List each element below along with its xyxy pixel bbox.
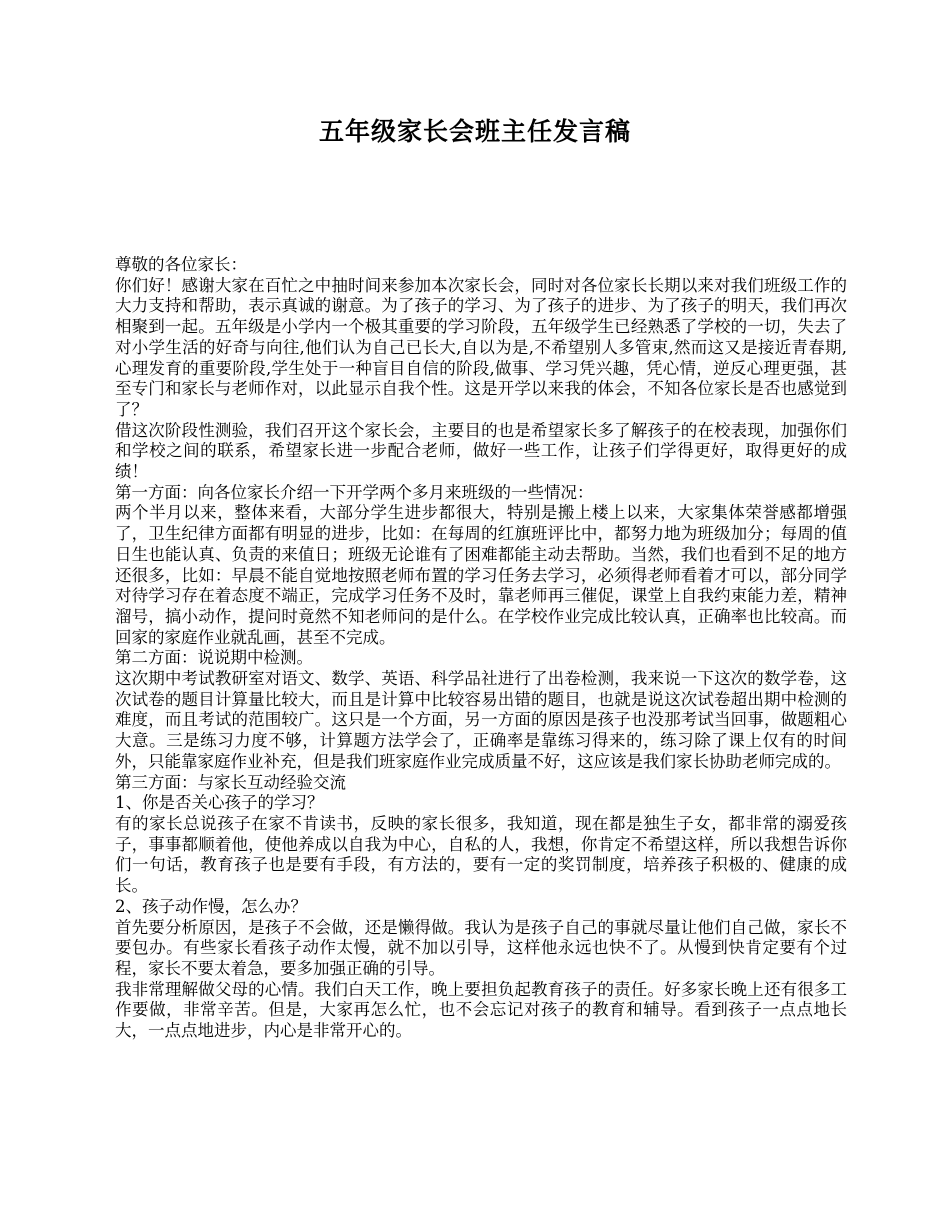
document-title: 五年级家长会班主任发言稿: [318, 117, 631, 146]
document-body: [115, 255, 847, 1042]
paragraph-class-situation: 两个半月以来，整体来看，大部分学生进步都很大，特别是搬上楼上以来，大家集体荣誉感都增强了，卫生纪律方面都有明显的进步，比如：在每周的红旗班评比中，都努力地为班级加分；每周的值日生也能认真、负责的来值日；班级无论谁有了困难都能主动去帮助。当然，我们也看到不足的地方还很多，比如：早晨不能自觉地按照老师布置的学习任务去学习，必须得老师看着才可以，部分同学对待学习存在着态度不端正，完成学习任务不及时，靠老师再三催促，课堂上自我约束能力差，精神溜号，搞小动作，提问时竟然不知老师问的是什么。在学校作业完成比较认真，正确率也比较高。而回家的家庭作业就乱画，甚至不完成。: [115, 503, 847, 647]
paragraph-answer-2: 首先要分析原因，是孩子不会做，还是懒得做。我认为是孩子自己的事就尽量让他们自己做，家长不要包办。有些家长看孩子动作太慢，就不加以引导，这样他永远也快不了。从慢到快肯定要有个过程，家长不要太着急，要多加强正确的引导。: [115, 917, 847, 978]
paragraph-purpose: 借这次阶段性测验，我们召开这个家长会，主要目的也是希望家长多了解孩子的在校表现，加强你们和学校之间的联系，希望家长进一步配合老师，做好一些工作，让孩子们学得更好，取得更好的成绩！: [115, 420, 847, 482]
section-heading-3: 第三方面：与家长互动经验交流: [115, 772, 346, 792]
section-heading-2: 第二方面：说说期中检测。: [115, 648, 313, 668]
paragraph-answer-1: 有的家长总说孩子在家不肯读书，反映的家长很多，我知道，现在都是独生子女，都非常的溺爱孩子，事事都顺着他，使他养成以自我为中心，自私的人，我想，你肯定不希望这样，所以我想告诉你们一句话，教育孩子也是要有手段，有方法的，要有一定的奖罚制度，培养孩子积极的、健康的成长。: [115, 813, 847, 896]
question-2: 2、孩子动作慢，怎么办？: [115, 896, 307, 916]
salutation: 尊敬的各位家长：: [115, 255, 247, 274]
paragraph-midterm-exam: 这次期中考试教研室对语文、数学、英语、科学品社进行了出卷检测，我来说一下这次的数学卷，这次试卷的题目计算量比较大，而且是计算中比较容易出错的题目，也就是说这次试卷超出期中检测的难度，而且考试的范围较广。这只是一个方面，另一方面的原因是孩子也没那考试当回事，做题粗心大意。三是练习力度不够，计算题方法学会了，正确率是靠练习得来的，练习除了课上仅有的时间外，只能靠家庭作业补充，但是我们班家庭作业完成质量不好，这应该是我们家长协助老师完成的。: [115, 669, 847, 771]
question-1: 1、你是否关心孩子的学习？: [115, 793, 324, 813]
paragraph-closing: 我非常理解做父母的心情。我们白天工作，晚上要担负起教育孩子的责任。好多家长晚上还有很多工作要做，非常辛苦。但是，大家再怎么忙，也不会忘记对孩子的教育和辅导。看到孩子一点点地长大，一点点地进步，内心是非常开心的。: [115, 979, 847, 1041]
paragraph-greeting: 你们好！感谢大家在百忙之中抽时间来参加本次家长会，同时对各位家长长期以来对我们班级工作的大力支持和帮助，表示真诚的谢意。为了孩子的学习、为了孩子的进步、为了孩子的明天，我们再次相聚到一起。五年级是小学内一个极其重要的学习阶段，五年级学生已经熟悉了学校的一切，失去了对小学生活的好奇与向往,他们认为自己已长大,自以为是,不希望别人多管束,然而这又是接近青春期,心理发育的重要阶段,学生处于一种盲目自信的阶段,做事、学习凭兴趣，凭心情，逆反心理更强，甚至专门和家长与老师作对，以此显示自我个性。这是开学以来我的体会，不知各位家长是否也感觉到了？: [115, 275, 847, 419]
section-heading-1: 第一方面：向各位家长介绍一下开学两个多月来班级的一些情况：: [115, 482, 594, 502]
